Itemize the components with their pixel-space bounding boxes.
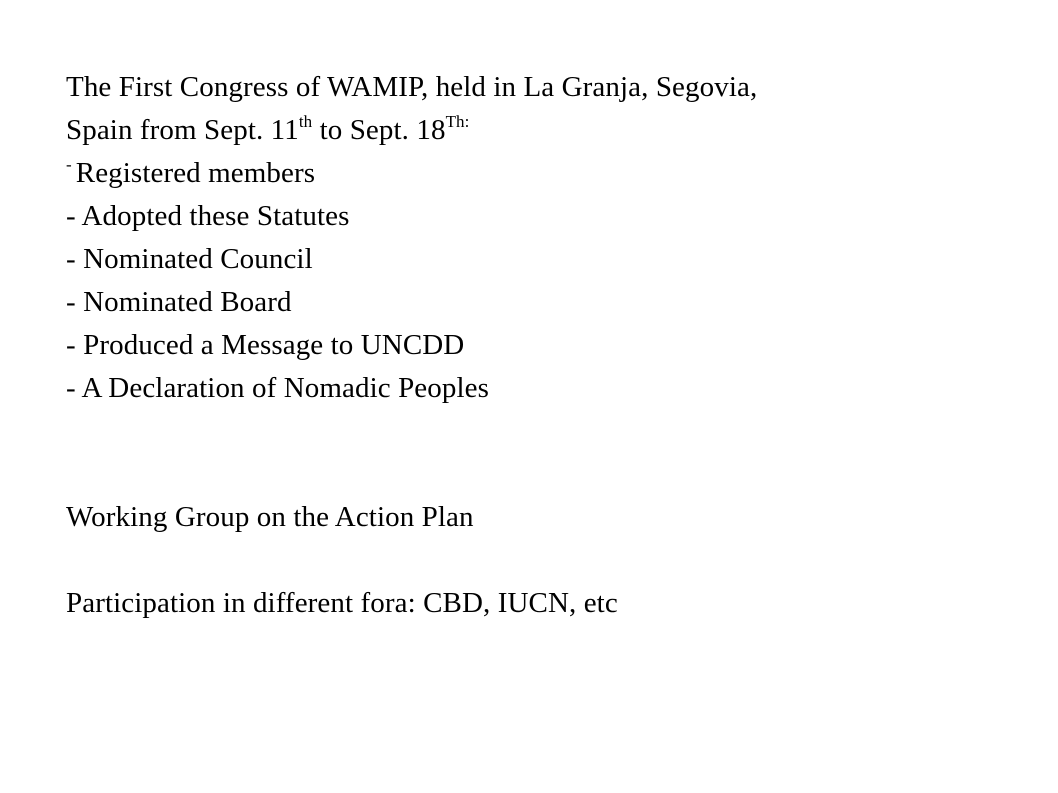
list-item-registered-members: - Registered members <box>66 155 316 189</box>
spacer <box>66 453 1026 496</box>
slide-content <box>66 66 1026 625</box>
dates-text-middle: to Sept. 18 <box>312 114 446 146</box>
working-group-text: Working Group on the Action Plan <box>66 501 474 533</box>
list-item: - Adopted these Statutes <box>66 200 350 232</box>
dates-text-start: Spain from Sept. 11 <box>66 114 299 146</box>
congress-heading-line2 <box>66 109 1026 152</box>
spacer <box>66 410 1026 453</box>
list-item: - Nominated Council <box>66 243 313 275</box>
superscript-th-colon: Th: <box>445 112 470 131</box>
list-item: - Nominated Board <box>66 286 292 318</box>
list-item-label: Registered members <box>75 157 316 189</box>
congress-heading-line1 <box>66 66 1026 109</box>
superscript-th: th <box>298 112 313 131</box>
list-item: - A Declaration of Nomadic Peoples <box>66 372 489 404</box>
participation-text: Participation in different fora: CBD, IUCN, etc <box>66 587 618 619</box>
spacer <box>66 539 1026 582</box>
congress-heading-text: The First Congress of WAMIP, held in La Granja, Segovia, <box>66 71 758 103</box>
list-item: - Produced a Message to UNCDD <box>66 329 465 361</box>
